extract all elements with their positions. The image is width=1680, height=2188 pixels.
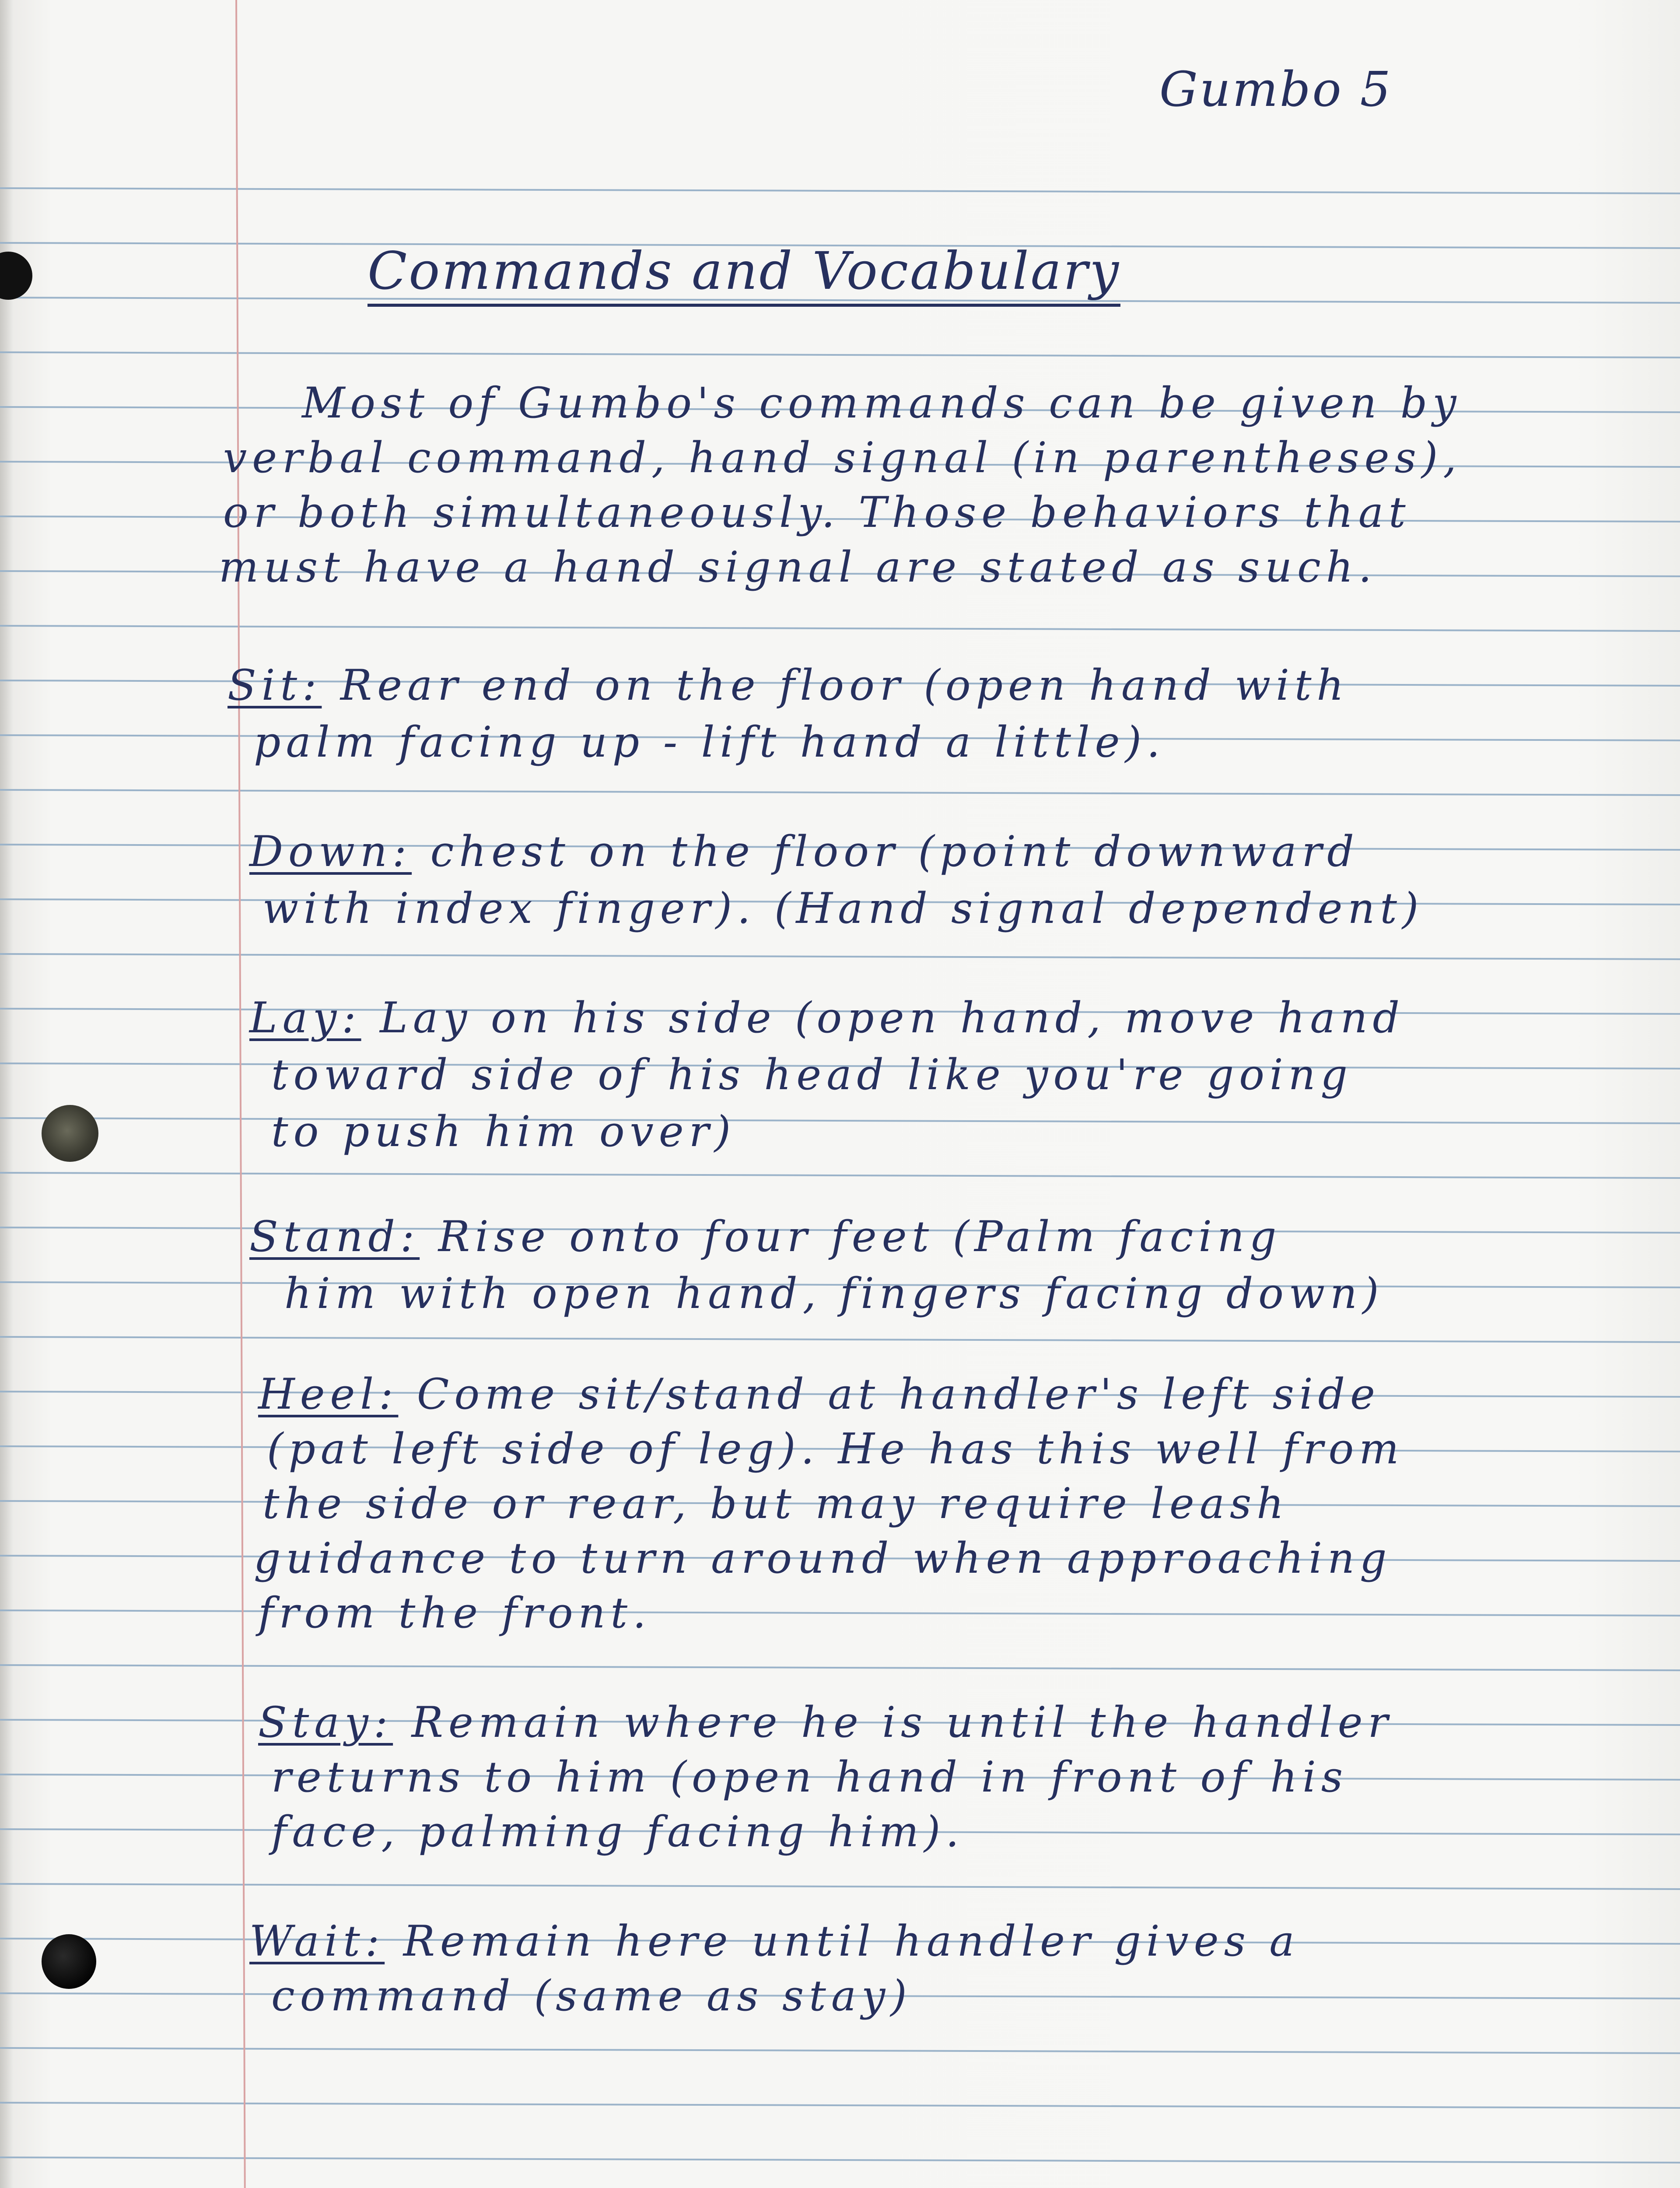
- rule-line: [0, 1173, 1680, 1178]
- command-term: Lay:: [249, 993, 361, 1042]
- command-entry: [249, 1212, 1281, 1261]
- command-text: Remain here until handler gives a: [385, 1917, 1300, 1966]
- rule-line: [0, 1884, 1680, 1889]
- rule-line: [0, 2157, 1680, 2163]
- command-text: Rise onto four feet (Palm facing: [420, 1212, 1282, 1261]
- command-text: chest on the floor (point downward: [412, 827, 1359, 876]
- command-line: toward side of his head like you're going: [271, 1050, 1353, 1099]
- binder-hole-middle: [42, 1105, 98, 1162]
- command-line: to push him over): [271, 1107, 736, 1156]
- rule-line: [0, 188, 1680, 193]
- command-entry: [258, 1370, 1380, 1419]
- intro-line: verbal command, hand signal (in parentheses),: [223, 433, 1462, 482]
- command-text: Lay on his side (open hand, move hand: [361, 993, 1405, 1042]
- rule-line: [0, 790, 1680, 795]
- intro-line: must have a hand signal are stated as such.: [219, 543, 1377, 592]
- command-line: returns to him (open hand in front of his: [271, 1753, 1348, 1802]
- command-line: (pat left side of leg). He has this well from: [267, 1424, 1404, 1473]
- command-line: palm facing up - lift hand a little).: [254, 718, 1166, 767]
- rule-line: [0, 352, 1680, 358]
- command-term: Stay:: [258, 1698, 393, 1747]
- page-title: Commands and Vocabulary: [368, 241, 1120, 307]
- command-term: Sit:: [228, 661, 322, 710]
- command-text: Remain where he is until the handler: [393, 1698, 1393, 1747]
- rule-line: [0, 626, 1680, 631]
- rule-line: [0, 1610, 1680, 1616]
- rule-line: [0, 1118, 1680, 1123]
- command-line: the side or rear, but may require leash: [262, 1479, 1289, 1528]
- margin-line: [236, 0, 245, 2188]
- command-text: Rear end on the floor (open hand with: [322, 661, 1349, 710]
- rule-line: [0, 1337, 1680, 1342]
- command-line: from the front.: [258, 1588, 651, 1637]
- command-term: Heel:: [258, 1370, 399, 1419]
- command-line: him with open hand, fingers facing down): [284, 1269, 1384, 1318]
- command-term: Down:: [249, 827, 412, 876]
- command-entry: [249, 827, 1359, 876]
- rule-line: [0, 954, 1680, 959]
- page-label: Gumbo 5: [1159, 61, 1393, 117]
- command-line: face, palming facing him).: [271, 1807, 964, 1856]
- intro-line: or both simultaneously. Those behaviors that: [223, 488, 1411, 537]
- command-line: guidance to turn around when approaching: [254, 1534, 1392, 1583]
- command-term: Stand:: [249, 1212, 420, 1261]
- intro-line: Most of Gumbo's commands can be given by: [302, 379, 1462, 428]
- command-line: command (same as stay): [271, 1971, 912, 2020]
- command-entry: [258, 1698, 1393, 1747]
- rule-line: [0, 2048, 1680, 2053]
- rule-line: [0, 2103, 1680, 2108]
- command-line: with index finger). (Hand signal dependent): [262, 884, 1424, 933]
- command-term: Wait:: [249, 1917, 385, 1966]
- rule-line: [0, 1665, 1680, 1670]
- command-text: Come sit/stand at handler's left side: [398, 1370, 1380, 1419]
- command-entry: [228, 661, 1349, 710]
- command-entry: [249, 1917, 1300, 1966]
- binder-hole-bottom: [42, 1934, 96, 1989]
- command-entry: [249, 993, 1405, 1042]
